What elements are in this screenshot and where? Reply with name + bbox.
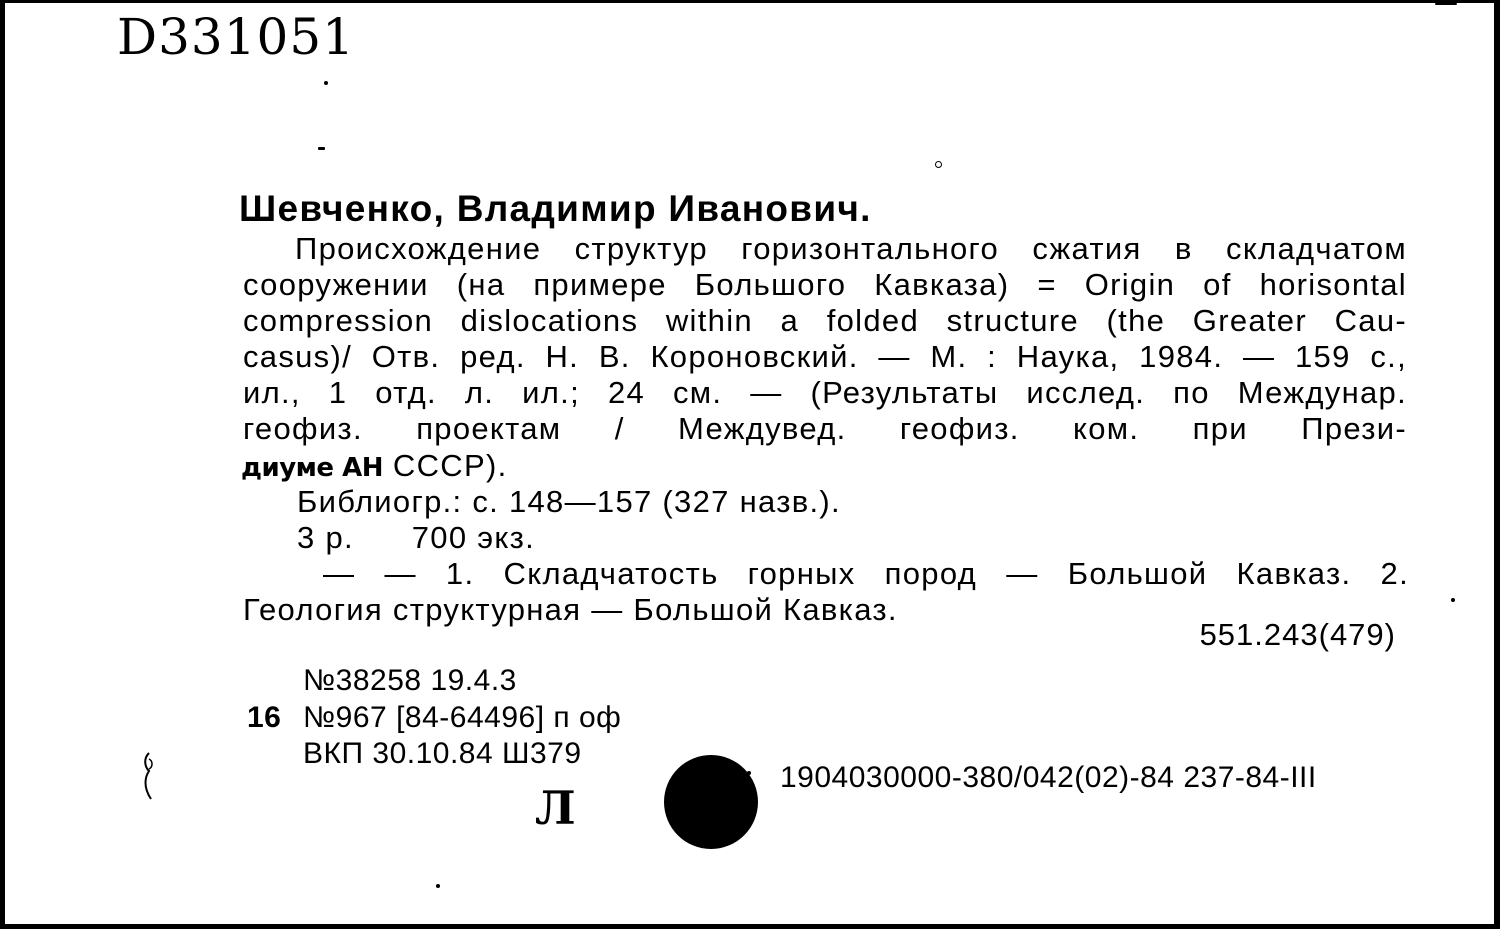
speck (935, 161, 942, 168)
pencil-mark-icon (135, 751, 165, 803)
subjects-line-1: — — 1. Складчатость горных пород — Большой Кавказ. 2. (323, 556, 1409, 591)
description-line-3: compression dislocations within a folded structure (the Greater Cau- (243, 303, 1407, 338)
author-heading: Шевченко, Владимир Иванович. (239, 188, 872, 229)
description-line-5: ил., 1 отд. л. ил.; 24 см. — (Результаты исслед. по Междунар. (243, 375, 1407, 410)
subjects-line-2: Геология структурная — Большой Кавказ. (243, 592, 898, 627)
speck (436, 884, 440, 888)
copies-count: 700 экз. (411, 520, 536, 555)
order-prefix: 16 (247, 701, 282, 734)
order-line-3: ВКП 30.10.84 Ш379 (303, 737, 582, 770)
order-line-2: №967 [84-64496] п оф (303, 701, 622, 734)
order-line-1: №38258 19.4.3 (303, 664, 517, 697)
speck (1451, 598, 1455, 602)
description-line-7 (241, 448, 507, 486)
letter-mark: Л (535, 781, 576, 835)
price: 3 р. (297, 520, 354, 555)
punched-hole-mark (664, 755, 758, 849)
description-line-6: геофиз. проектам / Междувед. геофиз. ком. при Прези- (243, 411, 1407, 446)
bbk-codes: 1904030000-380/042(02)-84 237-84-III (780, 761, 1317, 794)
description-end: СССР). (392, 448, 508, 483)
call-number: D331051 (117, 8, 355, 66)
speck (747, 771, 751, 775)
description-line-4: casus)/ Отв. ред. Н. В. Короновский. — М. : Наука, 1984. — 159 с., (243, 339, 1407, 374)
handwritten-insert: диуме АН (241, 453, 383, 483)
speck (324, 81, 328, 85)
speck (1435, 3, 1457, 5)
bibliography-note: Библиогр.: с. 148—157 (327 назв.). (297, 484, 841, 519)
speck (318, 147, 325, 150)
udc-classification: 551.243(479) (1199, 617, 1396, 652)
description-line-2: сооружении (на примере Большого Кавказа) = Origin of horisontal (243, 267, 1407, 302)
price-line (297, 520, 535, 556)
description-line-1: Происхождение структур горизонтального сжатия в складчатом (295, 231, 1407, 266)
